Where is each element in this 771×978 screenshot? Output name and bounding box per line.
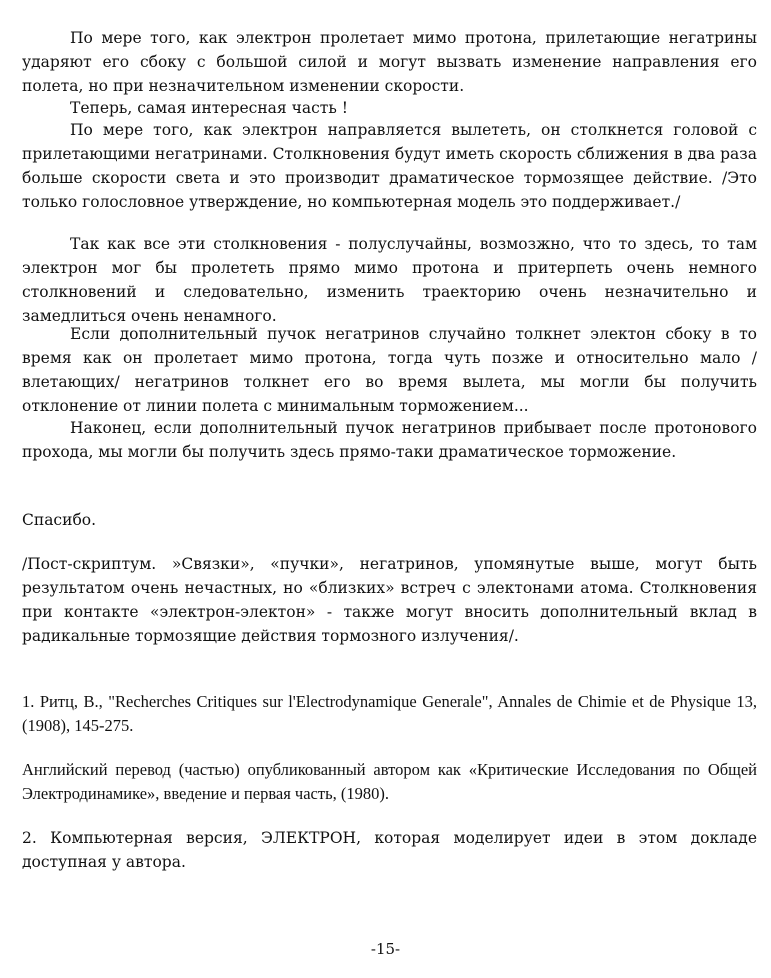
paragraph-1: По мере того, как электрон пролетает мимо протона, прилетающие негатрины ударяют его сбоку с большой силой и могут вызвать изменение направления его полета, но при незначительном изменении скорости.	[22, 29, 757, 95]
reference-2: 2. Компьютерная версия, ЭЛЕКТРОН, которая моделирует идеи в этом докладе доступная у автора.	[22, 829, 757, 871]
page-number: -15-	[370, 940, 401, 958]
reference-1: 1. Ритц, B., "Recherches Critiques sur l'Electrodynamique Generale", Annales de Chimie et de Physique 13, (1908), 145-275.	[22, 692, 757, 735]
translation-note: Английский перевод (частью) опубликованный автором как «Критические Исследования по Общей Электродинамике», введение и первая часть, (1980).	[22, 760, 757, 803]
paragraph-3: По мере того, как электрон направляется вылететь, он столкнется головой с прилетающими негатринами. Столкновения будут иметь скорость сближения в два раза больше скорости света и это производит драматическое тормозящее действие. /Это только голословное утверждение, но компьютерная модель это поддерживает./	[22, 121, 757, 211]
thanks-line: Спасибо.	[22, 511, 97, 529]
postscript: /Пост-скриптум. »Связки», «пучки», негатринов, упомянутые выше, могут быть результатом очень нечастных, но «близких» встреч с электонами атома. Столкновения при контакте «электрон-электон» - также могут вносить дополнительный вклад в радикальные тормозящие действия тормозного излучения/.	[22, 555, 757, 645]
paragraph-6: Наконец, если дополнительный пучок негатринов прибывает после протонового прохода, мы могли бы получить здесь прямо-таки драматическое торможение.	[22, 419, 757, 461]
paragraph-5: Если дополнительный пучок негатринов случайно толкнет электон сбоку в то время как он пролетает мимо протона, тогда чуть позже и относительно мало /влетающих/ негатринов толкнет его во время вылета, мы могли бы получить отклонение от линии полета с минимальным торможением...	[22, 325, 757, 415]
paragraph-4: Так как все эти столкновения - полуслучайны, возмозжно, что то здесь, то там электрон мог бы пролететь прямо мимо протона и притерпеть очень немного столкновений и следовательно, изменить траекторию очень незначительно и замедлиться очень ненамного.	[22, 235, 757, 325]
paragraph-2: Теперь, самая интересная часть !	[70, 99, 348, 117]
